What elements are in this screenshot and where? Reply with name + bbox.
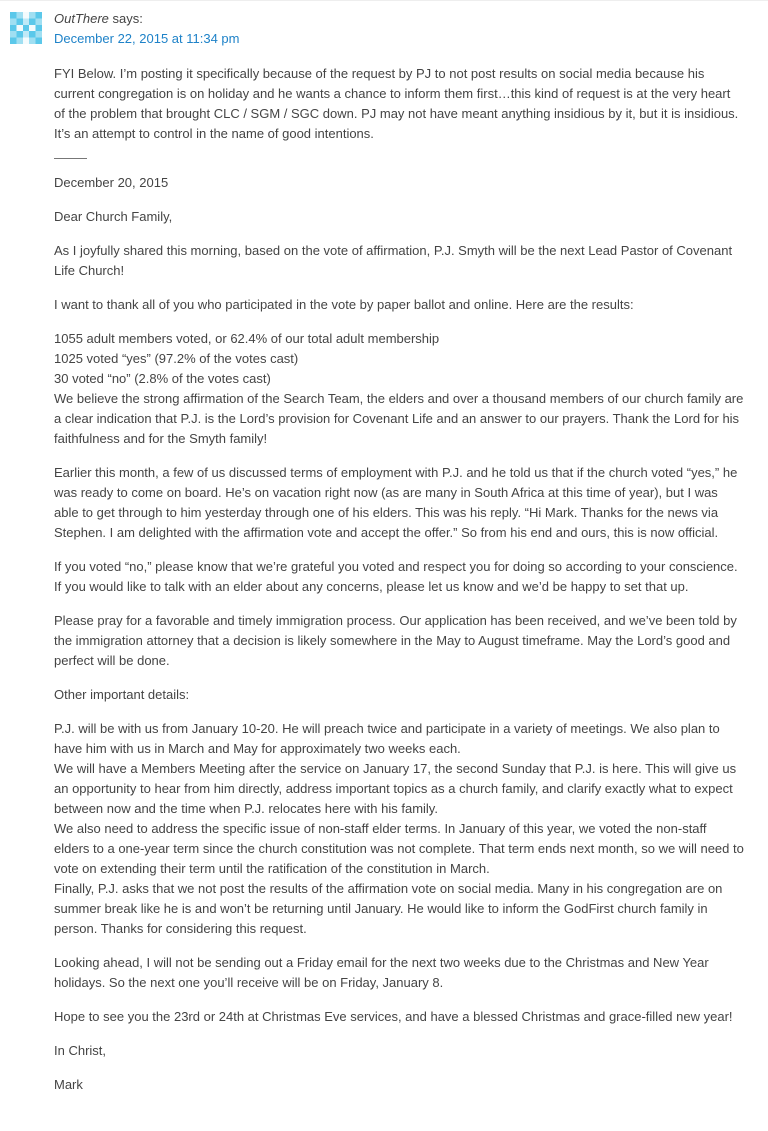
separator-line bbox=[54, 158, 87, 159]
salutation: Dear Church Family, bbox=[54, 209, 173, 224]
paragraph-employment: Earlier this month, a few of us discussed terms of employment with P.J. and he told us that if the church voted “yes,” he was ready to come on board. He’s on vacation right now (as are many in South Africa at this time of year), but I was able to get through to him yesterday through one of his elders. This was his reply. “Hi Mark. Thanks for the news via Stephen. I am delighted with the affirmation vote and accept the offer.” So from his end and ours, this is now official. bbox=[54, 465, 738, 540]
paragraph-thanks: I want to thank all of you who participated in the vote by paper ballot and online. Here are the results: bbox=[54, 297, 634, 312]
letter-date: December 20, 2015 bbox=[54, 175, 169, 190]
signature: Mark bbox=[54, 1077, 83, 1092]
avatar[interactable] bbox=[10, 12, 42, 44]
detail-line: We will have a Members Meeting after the service on January 17, the second Sunday that P.J. is here. This will give us an opportunity to hear from him directly, address important topics as a church family, and clarify exactly what to expect between now and the time when P.J. relocates here with his family. bbox=[54, 761, 737, 816]
paragraph-looking-ahead: Looking ahead, I will not be sending out a Friday email for the next two weeks due to the Christmas and New Year holidays. So the next one you’ll receive will be on Friday, January 8. bbox=[54, 955, 709, 990]
detail-line: Finally, P.J. asks that we not post the results of the affirmation vote on social media. Many in his congregation are on summer break like he is and won’t be returning until January. He would like to inform the GodFirst church family in person. Thanks for considering this request. bbox=[54, 881, 723, 936]
paragraph-details-heading: Other important details: bbox=[54, 687, 190, 702]
top-divider bbox=[0, 0, 768, 1]
says-label: says: bbox=[112, 11, 143, 26]
comment-body bbox=[54, 64, 744, 1109]
details-block bbox=[54, 719, 744, 939]
comment-meta bbox=[54, 9, 240, 49]
paragraph-voted-no: If you voted “no,” please know that we’re grateful you voted and respect you for doing so according to your conscience. If you would like to talk with an elder about any concerns, please let us know and we’d be happy to set that up. bbox=[54, 559, 738, 594]
result-line: 1025 voted “yes” (97.2% of the votes cast) bbox=[54, 351, 299, 366]
detail-line: P.J. will be with us from January 10-20. He will preach twice and participate in a variety of meetings. We also plan to have him with us in March and May for approximately two weeks each. bbox=[54, 721, 720, 756]
result-line: We believe the strong affirmation of the Search Team, the elders and over a thousand members of our church family are a clear indication that P.J. is the Lord’s provision for Covenant Life and an answer to our prayers. Thank the Lord for his faithfulness and for the Smyth family! bbox=[54, 391, 744, 446]
result-line: 1055 adult members voted, or 62.4% of our total adult membership bbox=[54, 331, 440, 346]
results-block bbox=[54, 329, 744, 449]
detail-line: We also need to address the specific issue of non-staff elder terms. In January of this year, we voted the non-staff elders to a one-year term since the church constitution was not complete. That term ends next month, so we will need to vote on extending their term until the ratification of the constitution in March. bbox=[54, 821, 744, 876]
closing: In Christ, bbox=[54, 1043, 107, 1058]
intro-paragraph: FYI Below. I’m posting it specifically because of the request by PJ to not post results on social media because his current congregation is on holiday and he wants a chance to inform them first…this kind of request is at the very heart of the problem that brought CLC / SGM / SGC down. PJ may not have meant anything insidious by it, but it is insidious. It’s an attempt to control in the name of good intentions. bbox=[54, 66, 739, 141]
paragraph-christmas: Hope to see you the 23rd or 24th at Christmas Eve services, and have a blessed Christmas and grace-filled new year! bbox=[54, 1009, 733, 1024]
paragraph-immigration: Please pray for a favorable and timely immigration process. Our application has been received, and we’ve been told by the immigration attorney that a decision is likely somewhere in the May to August timeframe. May the Lord’s good and perfect will be done. bbox=[54, 613, 737, 668]
comment-author[interactable]: OutThere bbox=[54, 11, 109, 26]
comment-date-link[interactable]: December 22, 2015 at 11:34 pm bbox=[54, 31, 240, 46]
paragraph-announcement: As I joyfully shared this morning, based on the vote of affirmation, P.J. Smyth will be the next Lead Pastor of Covenant Life Church! bbox=[54, 243, 733, 278]
result-line: 30 voted “no” (2.8% of the votes cast) bbox=[54, 371, 271, 386]
